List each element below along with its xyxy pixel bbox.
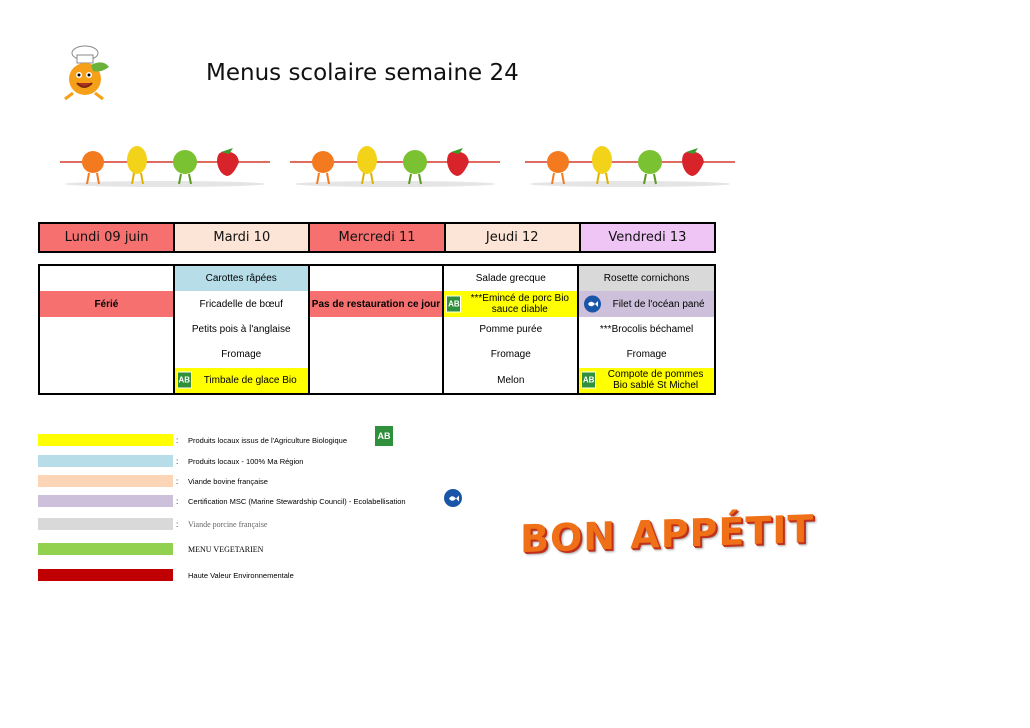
legend-label: Produits locaux issus de l'Agriculture Biologique [188, 435, 348, 445]
menu-cell-jeudi-plat [444, 291, 579, 316]
ab-bio-icon: AB [581, 372, 596, 389]
menu-cell-jeudi-fromage: Fromage [444, 342, 579, 367]
ab-bio-icon: AB [375, 426, 393, 446]
legend-swatch [38, 569, 173, 581]
legend-colon: : [176, 519, 179, 529]
day-header-lundi: Lundi 09 juin [40, 224, 175, 251]
menu-cell-vendredi-accompagnement: ***Brocolis béchamel [599, 323, 694, 335]
legend-item-bio [38, 434, 347, 446]
day-header-mardi: Mardi 10 [175, 224, 310, 251]
legend-colon: : [176, 476, 179, 486]
menu-cell-jeudi-entree: Salade grecque [444, 266, 579, 291]
menu-cell-vendredi-dessert [579, 368, 714, 393]
day-header-mercredi: Mercredi 11 [310, 224, 445, 251]
menu-cell-mardi-entree: Carottes râpées [175, 266, 310, 291]
legend-item-porcine [38, 518, 267, 530]
menu-cell-mardi-accompagnement: Petits pois à l'anglaise [175, 317, 310, 342]
menu-table [38, 264, 716, 395]
menu-cell-mardi-fromage: Fromage [175, 342, 310, 367]
menu-cell-mercredi-empty [310, 266, 445, 291]
bon-appetit-text: BON APPÉTIT [520, 506, 815, 562]
menu-cell-mercredi-empty [310, 317, 445, 342]
legend-swatch [38, 495, 173, 507]
menu-cell-lundi-empty [40, 317, 175, 342]
menu-cell-mardi-plat: Fricadelle de bœuf [175, 291, 310, 316]
chef-fruit-logo [55, 45, 115, 103]
legend-swatch [38, 518, 173, 530]
legend-colon: : [176, 456, 179, 466]
page-title: Menus scolaire semaine 24 [206, 60, 519, 86]
menu-cell-lundi-empty [40, 266, 175, 291]
ab-bio-icon: AB [177, 372, 192, 389]
legend-swatch [38, 543, 173, 555]
menu-cell-lundi-empty [40, 342, 175, 367]
menu-cell-jeudi-plat-text: ***Emincé de porc Bio sauce diable [470, 293, 569, 316]
menu-cell-vendredi-dessert-text: Compote de pommes Bio sablé St Michel [607, 369, 704, 392]
legend-item-hve [38, 569, 294, 581]
msc-fish-icon [584, 296, 601, 313]
menu-cell-vendredi-plat [579, 291, 714, 316]
days-header-row [38, 222, 716, 253]
fruit-banner-image [55, 140, 275, 188]
legend-label: Certification MSC (Marine Stewardship Council) - Ecolabellisation [188, 496, 406, 506]
menu-cell-vendredi-fromage: Fromage [626, 349, 667, 361]
menu-cell-vendredi-entree: Rosette cornichons [579, 266, 714, 291]
legend-label: Viande porcine française [188, 519, 268, 529]
menu-cell-mercredi-empty [310, 342, 445, 367]
legend-item-vegetarien [38, 543, 263, 555]
msc-fish-icon [444, 489, 462, 507]
menu-cell-vendredi-plat-text: Filet de l'océan pané [612, 298, 705, 310]
menu-cell-lundi-ferie: Férié [40, 291, 175, 316]
menu-cell-mardi-dessert-text: Timbale de glace Bio [203, 374, 297, 386]
legend-item-msc [38, 495, 406, 507]
menu-cell-lundi-empty [40, 368, 175, 393]
legend-label: Viande bovine française [188, 476, 268, 486]
fruit-banner-image [520, 140, 740, 188]
legend-label: MENU VEGETARIEN [188, 544, 264, 554]
legend-colon: : [176, 435, 179, 445]
menu-cell-mercredi-empty [310, 368, 445, 393]
legend-label: Produits locaux - 100% Ma Région [188, 456, 304, 466]
legend-label: Haute Valeur Environnementale [188, 570, 294, 580]
ab-bio-icon: AB [446, 296, 461, 313]
legend-swatch [38, 455, 173, 467]
legend-item-region [38, 455, 303, 467]
menu-cell-mardi-dessert [175, 368, 310, 393]
fruit-banner-image [285, 140, 505, 188]
legend-colon: : [176, 496, 179, 506]
day-header-vendredi: Vendredi 13 [581, 224, 714, 251]
menu-cell-jeudi-accompagnement: Pomme purée [444, 317, 579, 342]
legend-item-bovine [38, 475, 268, 487]
legend-swatch [38, 434, 173, 446]
menu-cell-mercredi-closed: Pas de restauration ce jour [310, 291, 445, 316]
legend-swatch [38, 475, 173, 487]
menu-cell-jeudi-dessert: Melon [444, 368, 579, 393]
day-header-jeudi: Jeudi 12 [446, 224, 581, 251]
